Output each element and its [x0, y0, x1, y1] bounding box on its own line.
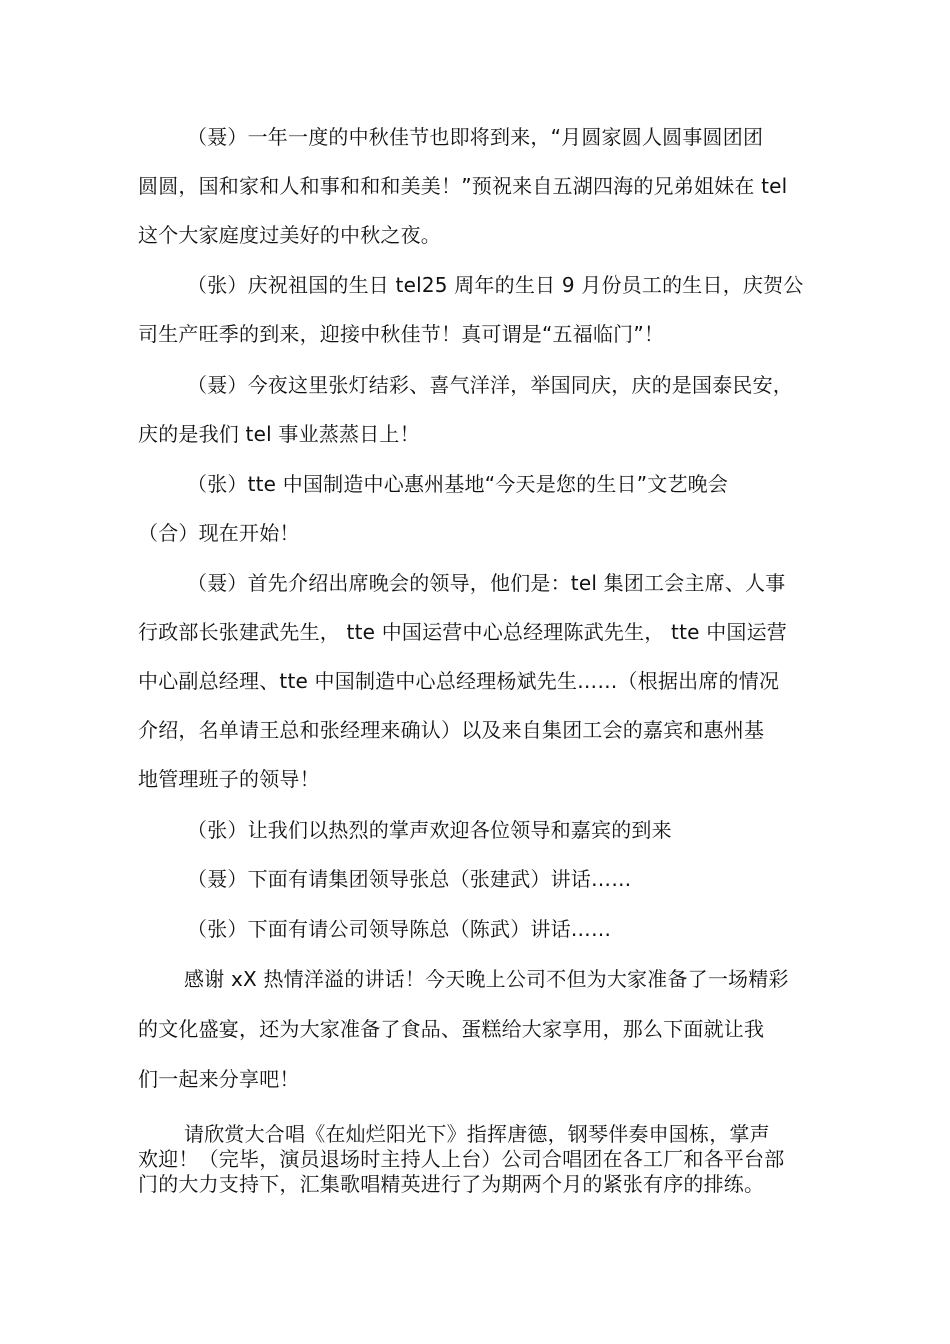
text-line: （张）下面有请公司领导陈总（陈武）讲话…… — [187, 917, 612, 941]
text-line: 司生产旺季的到来，迎接中秋佳节！真可谓是“五福临门”！ — [138, 322, 665, 346]
text-line: 地管理班子的领导！ — [138, 767, 320, 791]
text-line: （张）tte 中国制造中心惠州基地“今天是您的生日”文艺晚会 — [187, 472, 729, 496]
text-line: 中心副总经理、tte 中国制造中心总经理杨斌先生……（根据出席的情况 — [138, 669, 780, 693]
text-line: 行政部长张建武先生， tte 中国运营中心总经理陈武先生， tte 中国运营 — [138, 620, 788, 644]
text-line: （张）庆祝祖国的生日 tel25 周年的生日 9 月份员工的生日，庆贺公 — [187, 273, 804, 297]
text-line: （合）现在开始！ — [138, 521, 300, 545]
text-line: 介绍，名单请王总和张经理来确认）以及来自集团工会的嘉宾和惠州基 — [138, 718, 765, 742]
text-line: 欢迎！（完毕，演员退场时主持人上台）公司合唱团在各工厂和各平台部 — [138, 1147, 785, 1171]
text-line: 门的大力支持下，汇集歌唱精英进行了为期两个月的紧张有序的排练。 — [138, 1172, 765, 1196]
text-line: （张）让我们以热烈的掌声欢迎各位领导和嘉宾的到来 — [187, 818, 672, 842]
text-line: （聂）首先介绍出席晚会的领导，他们是：tel 集团工会主席、人事 — [187, 571, 786, 595]
text-line: （聂）今夜这里张灯结彩、喜气洋洋，举国同庆，庆的是国泰民安， — [187, 373, 793, 397]
text-line: 们一起来分享吧！ — [138, 1067, 300, 1091]
text-line: 请欣赏大合唱《在灿烂阳光下》指挥唐德，钢琴伴奏申国栋，掌声 — [184, 1122, 770, 1146]
text-line: （聂）下面有请集团领导张总（张建武）讲话…… — [187, 867, 632, 891]
text-line: 的文化盛宴，还为大家准备了食品、蛋糕给大家享用，那么下面就让我 — [138, 1017, 765, 1041]
text-line: 这个大家庭度过美好的中秋之夜。 — [138, 223, 441, 247]
text-line: 庆的是我们 tel 事业蒸蒸日上！ — [138, 422, 420, 446]
text-line: 圆圆，国和家和人和事和和和美美！”预祝来自五湖四海的兄弟姐妹在 tel — [138, 174, 788, 198]
text-line: （聂）一年一度的中秋佳节也即将到来，“月圆家圆人圆事圆团团 — [187, 125, 764, 149]
text-line: 感谢 xX 热情洋溢的讲话！今天晚上公司不但为大家准备了一场精彩 — [184, 967, 789, 991]
